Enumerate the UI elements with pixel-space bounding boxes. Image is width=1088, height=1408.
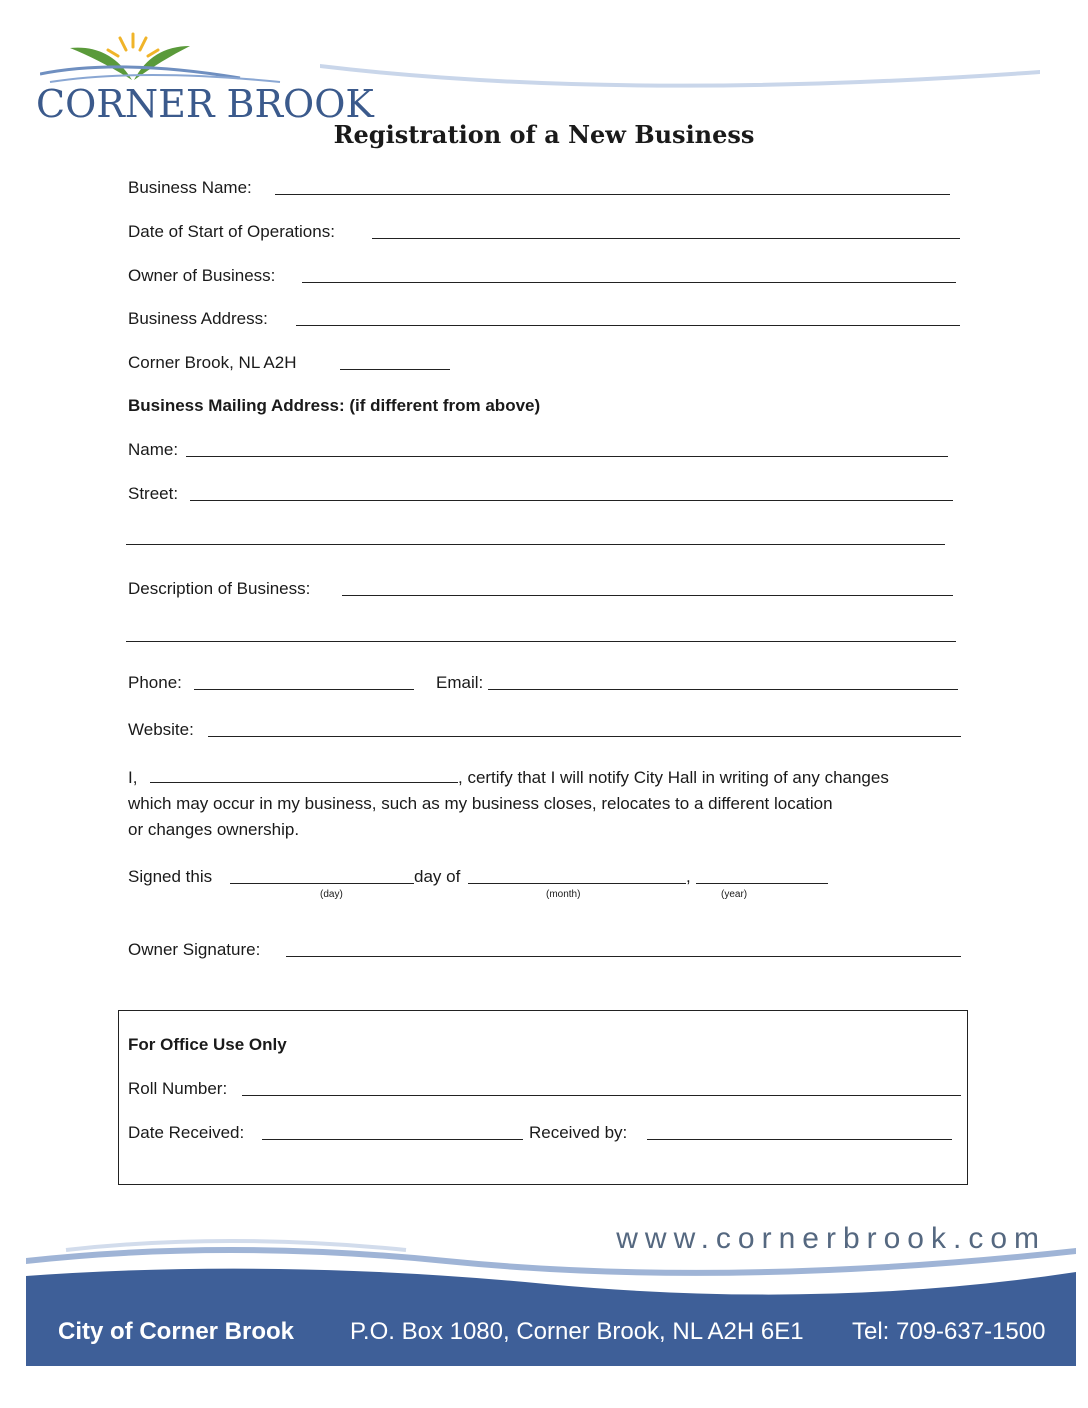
comma-label: , <box>686 867 691 886</box>
website-field[interactable] <box>208 736 961 737</box>
business-name-field[interactable] <box>275 194 950 195</box>
postal-code-field[interactable] <box>340 369 450 370</box>
office-use-heading: For Office Use Only <box>128 1035 287 1054</box>
mailing-name-field[interactable] <box>186 456 948 457</box>
street-field-line-2[interactable] <box>126 544 945 545</box>
email-field[interactable] <box>488 689 958 690</box>
footer-address: P.O. Box 1080, Corner Brook, NL A2H 6E1 <box>350 1318 804 1345</box>
address-field[interactable] <box>296 325 960 326</box>
logo-wordmark: CORNER BROOK <box>36 82 374 126</box>
sun-rays-icon <box>108 34 158 56</box>
owner-label: Owner of Business: <box>128 266 276 285</box>
signed-year-field[interactable] <box>696 883 828 884</box>
footer-website: www.cornerbrook.com <box>616 1222 1046 1255</box>
street-field[interactable] <box>190 500 953 501</box>
certify-i-label: I, <box>128 768 138 787</box>
email-label: Email: <box>436 673 484 692</box>
certify-name-field[interactable] <box>150 782 458 783</box>
footer-city: City of Corner Brook <box>58 1318 295 1345</box>
street-label: Street: <box>128 484 179 503</box>
roll-number-field[interactable] <box>242 1095 961 1096</box>
description-label: Description of Business: <box>128 579 311 598</box>
owner-signature-label: Owner Signature: <box>128 940 261 959</box>
mailing-name-label: Name: <box>128 440 179 459</box>
phone-label: Phone: <box>128 673 182 692</box>
footer-tel: Tel: 709-637-1500 <box>852 1318 1046 1345</box>
date-received-field[interactable] <box>262 1139 523 1140</box>
header-swoosh <box>320 60 1050 100</box>
city-postal-label: Corner Brook, NL A2H <box>128 353 297 372</box>
month-hint: (month) <box>546 889 581 900</box>
received-by-label: Received by: <box>529 1123 628 1142</box>
certify-text-line-2: which may occur in my business, such as my business closes, relocates to a different location <box>128 794 833 813</box>
description-field[interactable] <box>342 595 953 596</box>
day-of-label: day of <box>414 867 461 886</box>
wave-bottom-icon <box>50 75 280 82</box>
website-label: Website: <box>128 720 194 739</box>
roll-number-label: Roll Number: <box>128 1079 228 1098</box>
start-date-label: Date of Start of Operations: <box>128 222 335 241</box>
date-received-label: Date Received: <box>128 1123 245 1142</box>
address-label: Business Address: <box>128 309 268 328</box>
start-date-field[interactable] <box>372 238 960 239</box>
corner-brook-logo-graphic <box>40 30 340 90</box>
footer-band <box>26 1266 1076 1366</box>
certify-text-line-1: , certify that I will notify City Hall in writing of any changes <box>458 768 889 787</box>
received-by-field[interactable] <box>647 1139 952 1140</box>
signed-month-field[interactable] <box>468 883 686 884</box>
mailing-address-heading: Business Mailing Address: (if different from above) <box>128 396 541 415</box>
signed-this-label: Signed this <box>128 867 213 886</box>
description-field-line-2[interactable] <box>126 641 956 642</box>
page-title: Registration of a New Business <box>333 120 755 149</box>
certify-text-line-3: or changes ownership. <box>128 820 300 839</box>
owner-field[interactable] <box>302 282 956 283</box>
owner-signature-field[interactable] <box>286 956 961 957</box>
signed-day-field[interactable] <box>230 883 414 884</box>
day-hint: (day) <box>320 889 343 900</box>
year-hint: (year) <box>721 889 748 900</box>
business-name-label: Business Name: <box>128 178 252 197</box>
phone-field[interactable] <box>194 689 414 690</box>
